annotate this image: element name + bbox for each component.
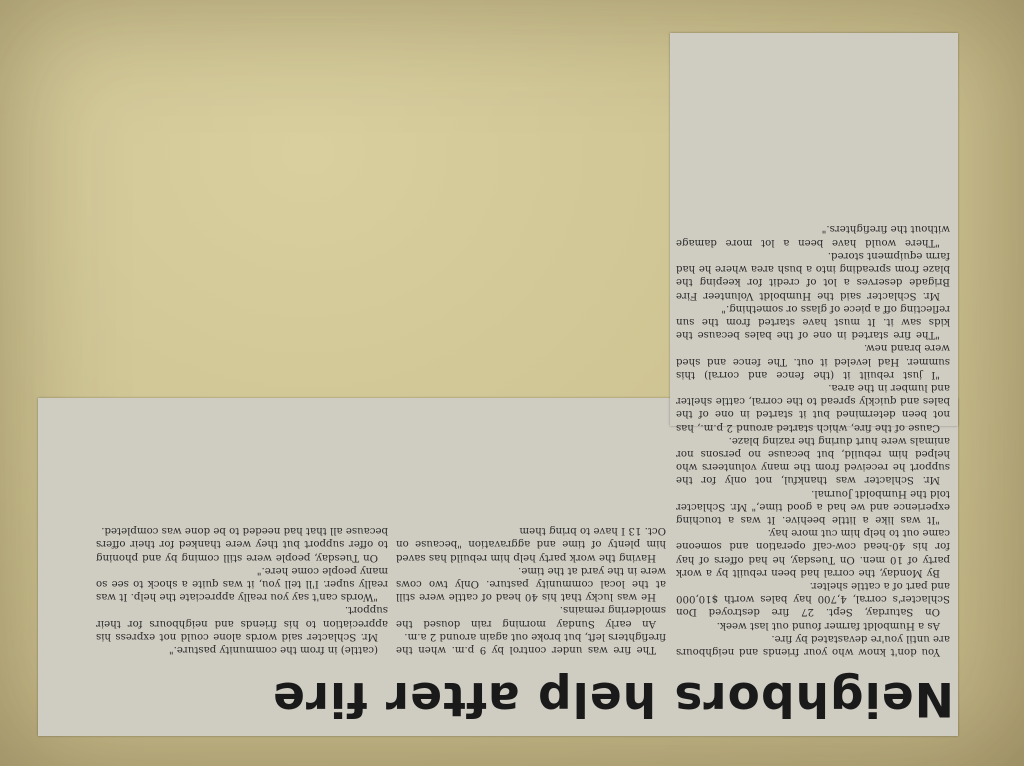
article-column-1 [676,38,950,658]
article-column-2 [396,416,666,656]
paragraph: "I just rebuilt it (the fence and corral) this summer. Had leveled it out. The fence and shed were brand new. [676,342,950,380]
paragraph: "It was like a little beehive. It was a touching experience and we had a good time," Mr. Schlacter told the Humboldt Journal. [676,487,950,525]
article-column-3 [96,406,388,656]
paragraph: The fire was under control by 9 p.m. when the firefighters left, but broke out again around 2 a.m. [396,630,666,655]
paragraph: As a Humboldt farmer found out last week. [716,619,940,631]
paragraph: By Monday, the corral had been rebuilt by a work party of 10 men. On Tuesday, he had offers of hay for his 40-head cow-calf operation and someone came out to help him cut more hay. [676,527,950,578]
paragraph: Cause of the fire, which started around 2 p.m., has not been determined but it started in one of the bales and quickly spread to the corral, cattle shelter and lumber in the area. [676,381,950,433]
paragraph: Having the work party help him rebuild has saved him plenty of time and aggravation "because on Oct. 13 I have to bring them [396,525,666,563]
paragraph: On Saturday, Sept. 27 fire destroyed Don Schlacter's corral, 4,700 hay bales worth $10,000 and part of a cattle shelter. [676,579,950,618]
paragraph: "The fire started in one of the bales because the kids saw it. It must have started from the sun reflecting off a piece of glass or something." [676,302,950,341]
paragraph: Mr. Schlacter was thankful, not only for the support he received from the many volunteers who helped him rebuild, but because no persons nor animals were hurt during the razing blaze. [676,434,950,486]
paragraph: "Words can't say you really appreciate the help. It was really super. I'll tell you, it was quite a shock to see so many people come here." [96,564,388,603]
paragraph: "There would have been a lot more damage without the firefighters." [676,223,950,248]
paragraph: You don't know who your friends and neighbours are until you're devastated by fire. [676,632,950,657]
paragraph: He was lucky that his 40 head of cattle were still at the local community pasture. Only two cows were in the yard at the time. [396,564,666,603]
paragraph: Mr. Schlacter said words alone could not express his appreciation to his friends and neighbours for their support. [96,604,388,642]
paragraph: An early Sunday morning rain doused the smoldering remains. [396,604,666,629]
headline: Neighbors help after fire [272,671,954,726]
paragraph: On Tuesday, people were still coming by and phoning to offer support but they were thanked for their offers because all that had needed to be done was completed. [96,525,388,563]
paragraph: (cattle) in from the community pasture." [168,644,378,655]
paragraph: Mr. Schlacter said the Humboldt Volunteer Fire Brigade deserves a lot of credit for keeping the blaze from spreading into a bush area where he had farm equipment stored. [676,249,950,301]
